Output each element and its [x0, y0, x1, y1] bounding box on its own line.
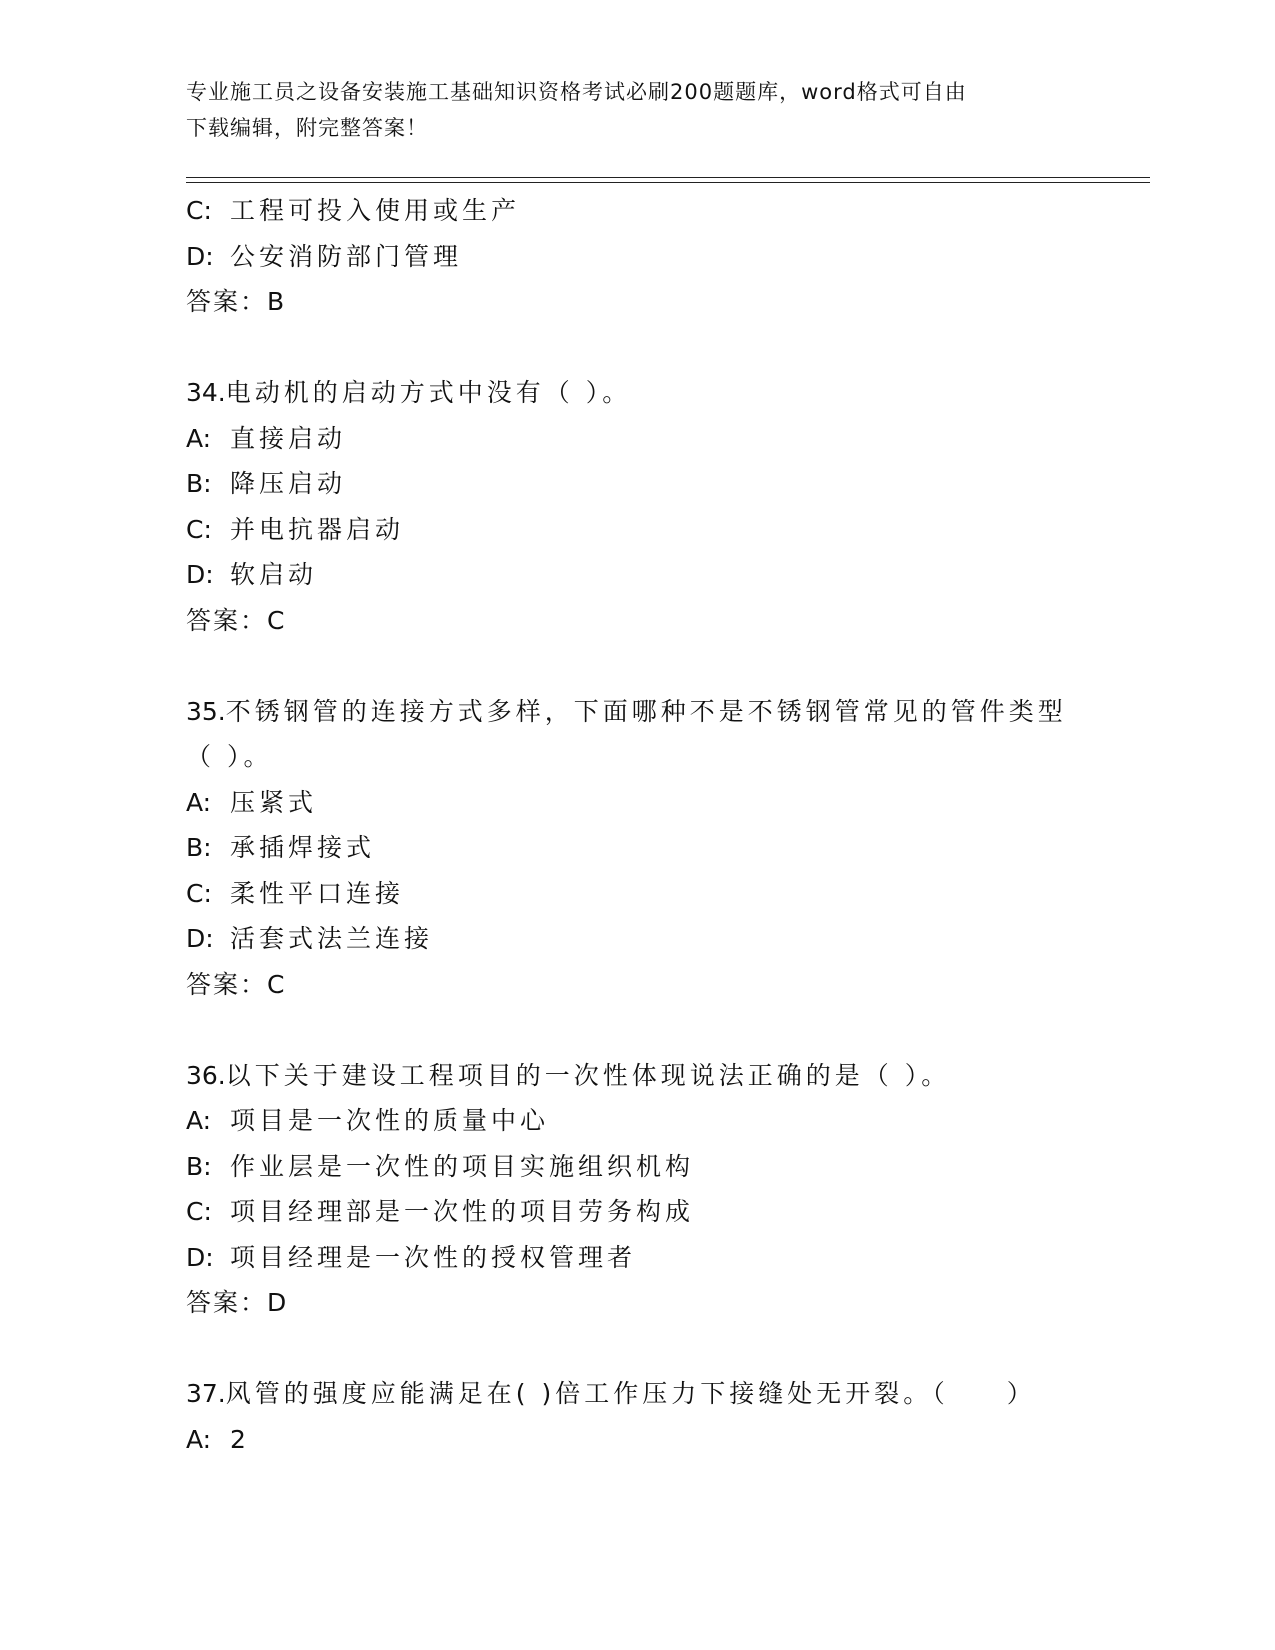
spacer — [186, 643, 1150, 689]
option-key: A: — [186, 1106, 212, 1135]
question-number: 34. — [186, 378, 226, 407]
option-text: 作业层是一次性的项目实施组织机构 — [230, 1151, 695, 1181]
header-title-line-2: 下载编辑，附完整答案！ — [186, 116, 428, 140]
option-key: D: — [186, 241, 214, 271]
header-divider-bottom — [186, 182, 1150, 183]
answer-line: 答案：C — [186, 605, 287, 635]
header-title-line-1: 专业施工员之设备安装施工基础知识资格考试必刷200题题库，word格式可自由 — [186, 80, 967, 104]
option-key: A: — [186, 787, 212, 817]
option-line — [186, 1098, 1150, 1144]
option-text: 压紧式 — [230, 787, 318, 817]
question-stem — [186, 370, 1150, 416]
option-text: 项目是一次性的质量中心 — [230, 1106, 550, 1135]
option-text: 项目经理是一次性的授权管理者 — [230, 1242, 637, 1272]
option-key: A: — [186, 1424, 212, 1454]
option-line — [186, 780, 1150, 826]
spacer — [186, 325, 1150, 371]
option-key: D: — [186, 924, 214, 953]
option-text: 公安消防部门管理 — [230, 241, 463, 271]
option-line — [186, 1417, 1150, 1463]
option-text: 软启动 — [230, 560, 318, 589]
option-text: 承插焊接式 — [230, 833, 376, 862]
question-block-35 — [186, 689, 1150, 1008]
spacer — [186, 1007, 1150, 1053]
header-divider-top — [186, 177, 1150, 178]
option-line — [186, 234, 1150, 280]
question-list — [186, 188, 1150, 1462]
question-block-prev — [186, 188, 1150, 325]
option-text: 项目经理部是一次性的项目劳务构成 — [230, 1197, 695, 1226]
option-text: 活套式法兰连接 — [230, 924, 434, 953]
option-text: 工程可投入使用或生产 — [230, 196, 521, 225]
option-key: D: — [186, 1242, 214, 1272]
option-text: 2 — [230, 1424, 250, 1454]
question-block-34 — [186, 370, 1150, 643]
option-key: B: — [186, 469, 212, 498]
option-line — [186, 1189, 1150, 1235]
question-number: 37. — [186, 1379, 226, 1408]
option-text: 柔性平口连接 — [230, 878, 405, 908]
option-text: 降压启动 — [230, 469, 347, 498]
option-line — [186, 416, 1150, 462]
option-line — [186, 461, 1150, 507]
answer-line: 答案：C — [186, 969, 287, 999]
question-stem — [186, 1053, 1150, 1099]
option-line — [186, 188, 1150, 234]
option-key: C: — [186, 514, 212, 544]
option-line — [186, 507, 1150, 553]
option-line — [186, 552, 1150, 598]
answer-line: 答案：D — [186, 1288, 289, 1317]
option-line — [186, 871, 1150, 917]
option-key: A: — [186, 423, 212, 453]
question-number: 35. — [186, 696, 226, 726]
option-line — [186, 825, 1150, 871]
question-text: 电动机的启动方式中没有（ ）。 — [225, 378, 632, 407]
option-line — [186, 1144, 1150, 1190]
option-key: B: — [186, 833, 212, 862]
question-block-37 — [186, 1371, 1150, 1462]
question-stem-continued: （ ）。 — [186, 742, 273, 771]
option-text: 直接启动 — [230, 423, 347, 453]
document-header — [186, 74, 1066, 146]
question-stem — [186, 1371, 1150, 1417]
option-text: 并电抗器启动 — [230, 514, 405, 544]
question-text: 不锈钢管的连接方式多样，下面哪种不是不锈钢管常见的管件类型 — [225, 696, 1067, 726]
option-key: C: — [186, 196, 212, 225]
option-key: B: — [186, 1151, 212, 1181]
question-block-36 — [186, 1053, 1150, 1326]
answer-line: 答案：B — [186, 287, 287, 316]
option-line — [186, 916, 1150, 962]
option-key: C: — [186, 1197, 212, 1226]
spacer — [186, 1326, 1150, 1372]
question-number: 36. — [186, 1060, 226, 1090]
question-text: 以下关于建设工程项目的一次性体现说法正确的是（ ）。 — [225, 1060, 951, 1090]
option-key: D: — [186, 560, 214, 589]
question-text: 风管的强度应能满足在( )倍工作压力下接缝处无开裂。（ ） — [225, 1379, 1036, 1408]
option-line — [186, 1235, 1150, 1281]
question-stem — [186, 689, 1150, 735]
option-key: C: — [186, 878, 212, 908]
